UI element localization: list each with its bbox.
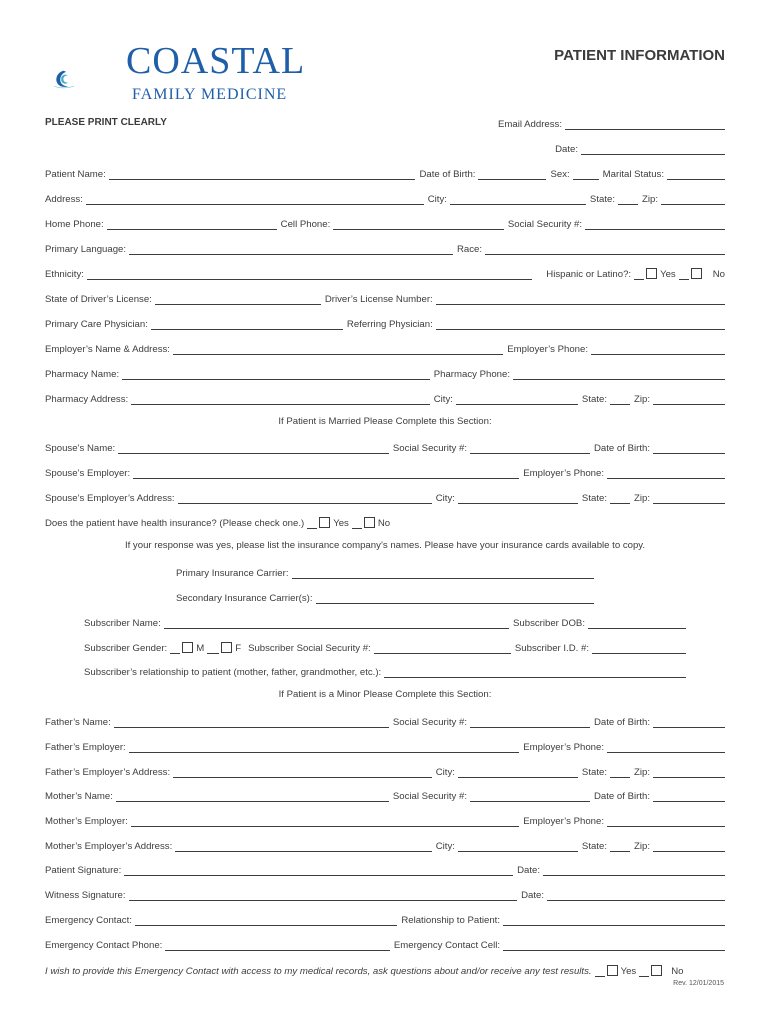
pharmacy-state-field[interactable]	[610, 394, 630, 405]
patient-signature-date-field[interactable]	[543, 865, 725, 876]
patient-name-field[interactable]	[109, 169, 416, 180]
relationship-field[interactable]	[503, 915, 725, 926]
email-label: Email Address:	[498, 119, 562, 130]
subscriber-relationship-field[interactable]	[384, 667, 686, 678]
marital-status-label: Marital Status:	[602, 169, 664, 180]
cell-phone-field[interactable]	[333, 219, 504, 230]
patient-name-label: Patient Name:	[45, 169, 106, 180]
mother-employer-field[interactable]	[131, 816, 519, 827]
secondary-carrier-field[interactable]	[316, 593, 595, 604]
address-label: Address:	[45, 194, 83, 205]
spouse-state-label: State:	[581, 493, 607, 504]
referring-label: Referring Physician:	[346, 319, 433, 330]
mother-dob-field[interactable]	[653, 791, 725, 802]
home-phone-label: Home Phone:	[45, 219, 104, 230]
pcp-field[interactable]	[151, 319, 343, 330]
page-title: PATIENT INFORMATION	[554, 47, 725, 64]
dl-number-field[interactable]	[436, 294, 725, 305]
subscriber-ssn-field[interactable]	[374, 643, 511, 654]
spouse-ssn-field[interactable]	[470, 443, 590, 454]
employer-phone-label: Employer’s Phone:	[507, 344, 588, 355]
coastal-wave-logo-icon	[52, 44, 132, 114]
records-consent-text: I wish to provide this Emergency Contact with access to my medical records, ask questions about and/or receive any test results.	[45, 966, 592, 977]
zip-label: Zip:	[642, 194, 658, 205]
hispanic-no-checkbox[interactable]	[691, 268, 702, 279]
patient-signature-field[interactable]	[124, 865, 513, 876]
spouse-employer-phone-label: Employer’s Phone:	[523, 468, 604, 479]
marital-status-field[interactable]	[667, 169, 725, 180]
consent-no-label: No	[671, 966, 684, 977]
mother-name-label: Mother’s Name:	[45, 791, 113, 802]
father-employer-address-label: Father’s Employer’s Address:	[45, 767, 171, 778]
mother-employer-label: Mother’s Employer:	[45, 816, 128, 827]
witness-signature-field[interactable]	[129, 890, 518, 901]
mother-employer-address-label: Mother’s Employer’s Address:	[45, 841, 173, 852]
spouse-name-field[interactable]	[118, 443, 389, 454]
secondary-carrier-label: Secondary Insurance Carrier(s):	[176, 593, 313, 604]
spouse-dob-field[interactable]	[653, 443, 725, 454]
mother-employer-phone-field[interactable]	[607, 816, 725, 827]
cell-phone-label: Cell Phone:	[280, 219, 331, 230]
minor-section-heading: If Patient is a Minor Please Complete this Section:	[278, 689, 492, 700]
ssn-field[interactable]	[585, 219, 725, 230]
mother-name-field[interactable]	[116, 791, 389, 802]
race-field[interactable]	[485, 244, 725, 255]
state-field[interactable]	[618, 194, 638, 205]
father-state-label: State:	[581, 767, 607, 778]
spouse-name-label: Spouse’s Name:	[45, 443, 116, 454]
father-state-field[interactable]	[610, 767, 630, 778]
employer-phone-field[interactable]	[591, 344, 725, 355]
sex-field[interactable]	[573, 169, 599, 180]
witness-signature-date-field[interactable]	[547, 890, 725, 901]
referring-field[interactable]	[436, 319, 725, 330]
hispanic-label: Hispanic or Latino?:	[546, 269, 632, 280]
subscriber-dob-label: Subscriber DOB:	[513, 618, 585, 629]
pharmacy-state-label: State:	[581, 394, 607, 405]
insurance-question: Does the patient have health insurance? (Please check one.)	[45, 518, 305, 529]
insurance-note: If your response was yes, please list the insurance company’s names. Please have your insurance cards available to copy.	[124, 540, 646, 551]
spouse-employer-address-field[interactable]	[178, 493, 432, 504]
spouse-zip-label: Zip:	[634, 493, 650, 504]
pharmacy-zip-label: Zip:	[634, 394, 650, 405]
pharmacy-phone-field[interactable]	[513, 369, 725, 380]
father-name-label: Father’s Name:	[45, 717, 111, 728]
father-ssn-field[interactable]	[470, 717, 590, 728]
pharmacy-address-label: Pharmacy Address:	[45, 394, 129, 405]
mother-employer-phone-label: Employer’s Phone:	[523, 816, 604, 827]
spouse-employer-label: Spouse’s Employer:	[45, 468, 131, 479]
witness-signature-label: Witness Signature:	[45, 890, 126, 901]
subscriber-name-field[interactable]	[164, 618, 509, 629]
pharmacy-name-label: Pharmacy Name:	[45, 369, 120, 380]
father-employer-field[interactable]	[129, 742, 520, 753]
zip-field[interactable]	[661, 194, 725, 205]
hispanic-yes-label: Yes	[660, 269, 676, 280]
insurance-no-checkbox[interactable]	[364, 517, 375, 528]
gender-m-label: M	[196, 643, 205, 654]
mother-dob-label: Date of Birth:	[594, 791, 650, 802]
primary-language-label: Primary Language:	[45, 244, 127, 255]
pharmacy-city-field[interactable]	[456, 394, 578, 405]
father-employer-phone-field[interactable]	[607, 742, 725, 753]
city-field[interactable]	[450, 194, 586, 205]
consent-no-checkbox[interactable]	[651, 965, 662, 976]
father-dob-label: Date of Birth:	[594, 717, 650, 728]
pharmacy-address-field[interactable]	[131, 394, 430, 405]
subscriber-name-label: Subscriber Name:	[84, 618, 161, 629]
employer-field[interactable]	[173, 344, 503, 355]
spouse-employer-address-label: Spouse’s Employer’s Address:	[45, 493, 175, 504]
spouse-dob-label: Date of Birth:	[594, 443, 650, 454]
spouse-employer-phone-field[interactable]	[607, 468, 725, 479]
mother-state-label: State:	[581, 841, 607, 852]
pharmacy-city-label: City:	[433, 394, 453, 405]
father-zip-label: Zip:	[634, 767, 650, 778]
father-ssn-label: Social Security #:	[392, 717, 467, 728]
emergency-contact-label: Emergency Contact:	[45, 915, 132, 926]
dl-state-label: State of Driver’s License:	[45, 294, 152, 305]
insurance-yes-checkbox[interactable]	[319, 517, 330, 528]
date-label: Date:	[555, 144, 578, 155]
emergency-cell-field[interactable]	[503, 940, 725, 951]
primary-carrier-field[interactable]	[292, 568, 595, 579]
spouse-city-label: City:	[435, 493, 455, 504]
mother-city-label: City:	[435, 841, 455, 852]
gender-m-checkbox[interactable]	[182, 642, 193, 653]
father-name-field[interactable]	[114, 717, 389, 728]
emergency-phone-label: Emergency Contact Phone:	[45, 940, 163, 951]
brand-name: COASTAL	[126, 40, 306, 82]
subscriber-gender-label: Subscriber Gender:	[84, 643, 168, 654]
spouse-zip-field[interactable]	[653, 493, 725, 504]
father-dob-field[interactable]	[653, 717, 725, 728]
mother-ssn-field[interactable]	[470, 791, 590, 802]
subscriber-id-label: Subscriber I.D. #:	[514, 643, 589, 654]
mother-state-field[interactable]	[610, 841, 630, 852]
mother-zip-field[interactable]	[653, 841, 725, 852]
subscriber-ssn-label: Subscriber Social Security #:	[248, 643, 371, 654]
spouse-employer-field[interactable]	[133, 468, 519, 479]
dob-field[interactable]	[478, 169, 546, 180]
father-zip-field[interactable]	[653, 767, 725, 778]
primary-language-field[interactable]	[129, 244, 453, 255]
home-phone-field[interactable]	[107, 219, 277, 230]
gender-f-label: F	[235, 643, 242, 654]
dl-state-field[interactable]	[155, 294, 321, 305]
employer-label: Employer’s Name & Address:	[45, 344, 170, 355]
primary-carrier-label: Primary Insurance Carrier:	[176, 568, 289, 579]
ssn-label: Social Security #:	[507, 219, 582, 230]
insurance-yes-label: Yes	[333, 518, 349, 529]
patient-signature-label: Patient Signature:	[45, 865, 122, 876]
brand-subtitle: FAMILY MEDICINE	[132, 86, 288, 103]
emergency-cell-label: Emergency Contact Cell:	[393, 940, 500, 951]
subscriber-id-field[interactable]	[592, 643, 686, 654]
father-employer-address-field[interactable]	[173, 767, 432, 778]
ethnicity-label: Ethnicity:	[45, 269, 84, 280]
consent-yes-checkbox[interactable]	[607, 965, 618, 976]
mother-employer-address-field[interactable]	[175, 841, 431, 852]
father-city-field[interactable]	[458, 767, 578, 778]
pharmacy-phone-label: Pharmacy Phone:	[433, 369, 510, 380]
ethnicity-field[interactable]	[87, 269, 532, 280]
address-field[interactable]	[86, 194, 424, 205]
dl-number-label: Driver’s License Number:	[324, 294, 433, 305]
emergency-contact-field[interactable]	[135, 915, 397, 926]
pharmacy-name-field[interactable]	[122, 369, 430, 380]
subscriber-relationship-label: Subscriber’s relationship to patient (mother, father, grandmother, etc.):	[84, 667, 382, 678]
hispanic-yes-checkbox[interactable]	[646, 268, 657, 279]
date-field[interactable]	[581, 144, 725, 155]
revision-date: Rev. 12/01/2015	[673, 980, 724, 987]
emergency-phone-field[interactable]	[165, 940, 390, 951]
married-section-heading: If Patient is Married Please Complete this Section:	[278, 416, 492, 427]
witness-signature-date-label: Date:	[521, 890, 544, 901]
city-label: City:	[427, 194, 447, 205]
father-city-label: City:	[435, 767, 455, 778]
patient-signature-date-label: Date:	[517, 865, 540, 876]
dob-label: Date of Birth:	[419, 169, 476, 180]
hispanic-no-label: No	[712, 269, 725, 280]
spouse-ssn-label: Social Security #:	[392, 443, 467, 454]
email-field[interactable]	[565, 119, 725, 130]
mother-city-field[interactable]	[458, 841, 578, 852]
spouse-state-field[interactable]	[610, 493, 630, 504]
subscriber-dob-field[interactable]	[588, 618, 686, 629]
insurance-no-label: No	[377, 518, 391, 529]
gender-f-checkbox[interactable]	[221, 642, 232, 653]
mother-zip-label: Zip:	[634, 841, 650, 852]
pcp-label: Primary Care Physician:	[45, 319, 148, 330]
print-instruction: PLEASE PRINT CLEARLY	[45, 117, 167, 128]
father-employer-label: Father’s Employer:	[45, 742, 126, 753]
consent-yes-label: Yes	[620, 966, 637, 977]
mother-ssn-label: Social Security #:	[392, 791, 467, 802]
relationship-label: Relationship to Patient:	[401, 915, 500, 926]
spouse-city-field[interactable]	[458, 493, 578, 504]
pharmacy-zip-field[interactable]	[653, 394, 725, 405]
sex-label: Sex:	[550, 169, 570, 180]
state-label: State:	[589, 194, 615, 205]
father-employer-phone-label: Employer’s Phone:	[523, 742, 604, 753]
race-label: Race:	[456, 244, 482, 255]
